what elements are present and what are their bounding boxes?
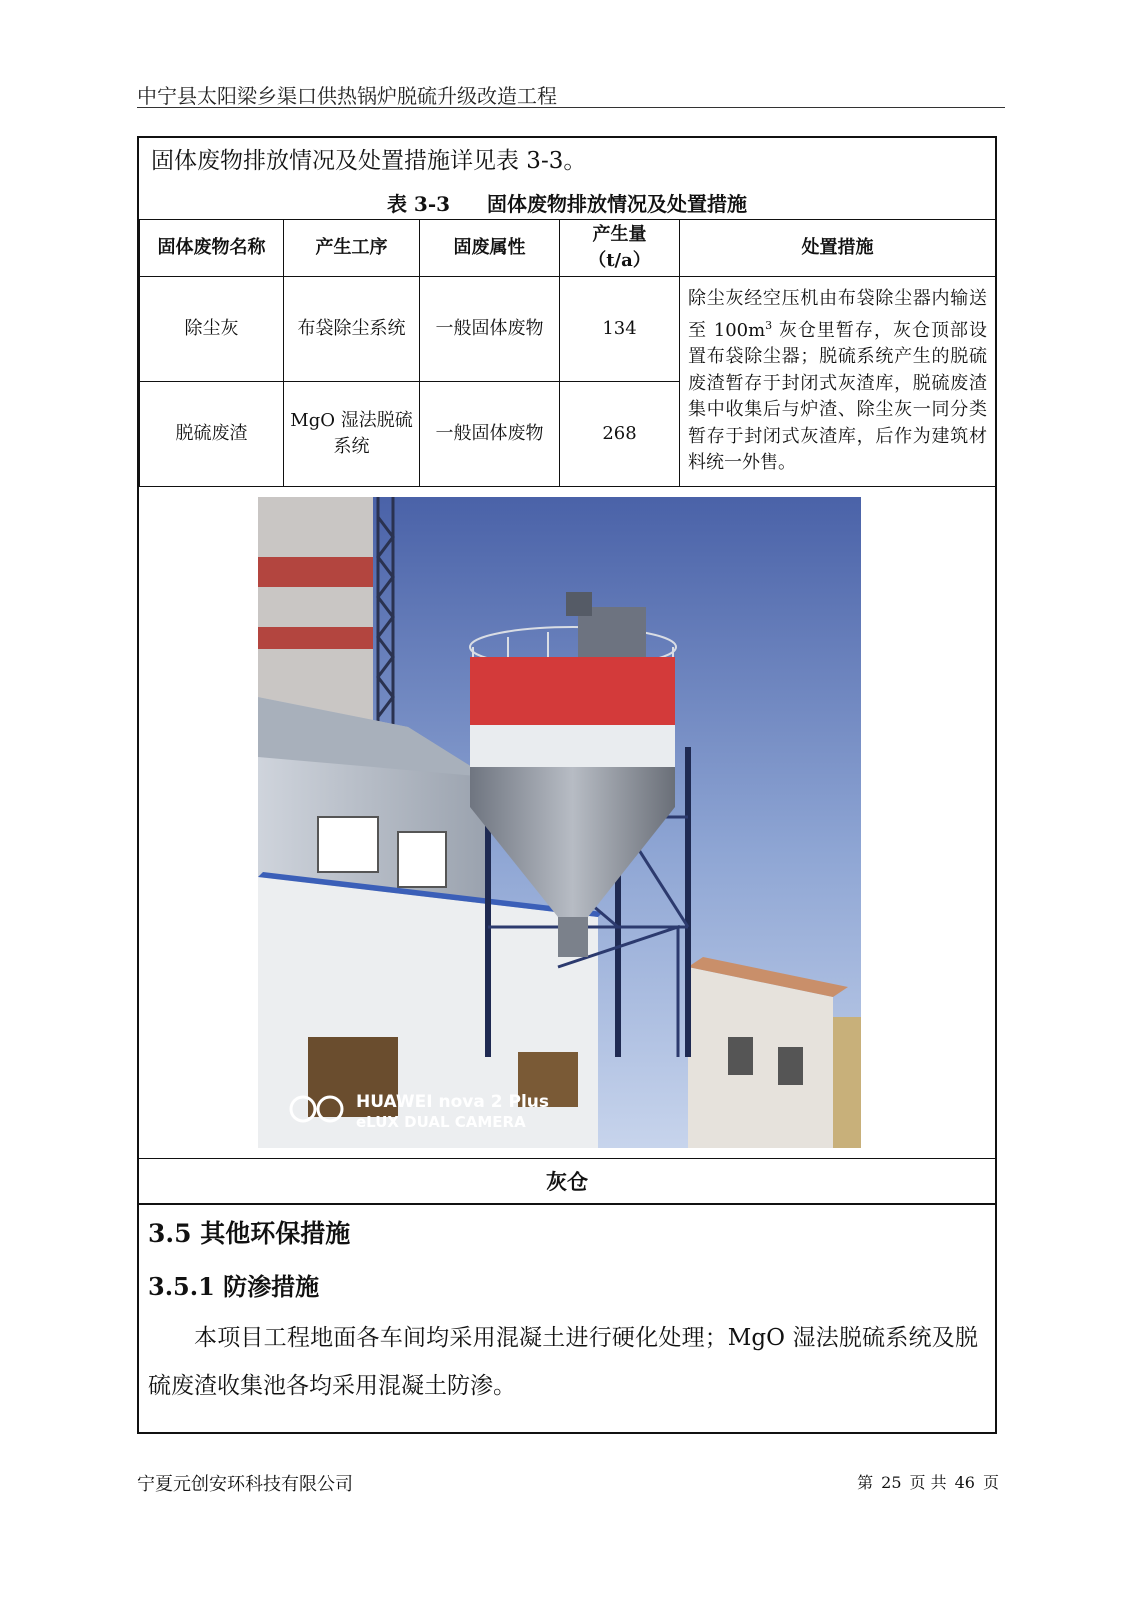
measures-text-2: 灰仓里暂存，灰仓顶部设置布袋除尘器；脱硫系统产生的脱硫废渣暂存于封闭式灰渣库，脱硫废渣集中收集后与炉渣、除尘灰一同分类暂存于封闭式灰渣库，后作为建筑材料统一外售。: [688, 319, 987, 474]
header-waste-name: 固体废物名称: [140, 220, 284, 277]
cell-waste-name: 除尘灰: [140, 277, 284, 382]
footer-page-number: [853, 1470, 1003, 1493]
cell-waste-name: 脱硫废渣: [140, 382, 284, 487]
page-mid: 页 共: [909, 1473, 947, 1492]
subsection-heading: 3.5.1 防渗措施: [148, 1272, 320, 1301]
body-paragraph: 本项目工程地面各车间均采用混凝土进行硬化处理；MgO 湿法脱硫系统及脱硫废渣收集池各均采用混凝土防渗。: [148, 1325, 978, 1399]
intro-text: 固体废物排放情况及处置措施详见表 3-3。: [151, 148, 587, 174]
solid-waste-table: [139, 219, 996, 487]
table-caption-number: 表 3-3: [386, 192, 451, 216]
cell-amount: 134: [560, 277, 680, 382]
table-caption: [139, 188, 995, 217]
section-divider: [139, 1203, 995, 1205]
footer-company: 宁夏元创安环科技有限公司: [137, 1474, 353, 1495]
cell-attribute: 一般固体废物: [420, 277, 560, 382]
cell-process: MgO 湿法脱硫系统: [284, 382, 420, 487]
cell-attribute: 一般固体废物: [420, 382, 560, 487]
cell-amount: 268: [560, 382, 680, 487]
watermark-line-1: HUAWEI nova 2 Plus: [356, 1092, 550, 1112]
page-suffix: 页: [982, 1473, 999, 1492]
measures-text-1: 除尘灰经空压机由布袋除尘器内输送至 100m: [688, 288, 987, 341]
photo-caption-divider: [139, 1158, 995, 1159]
cell-measures: [680, 277, 996, 487]
table-caption-title: 固体废物排放情况及处置措施: [487, 192, 748, 216]
page-current: 25: [881, 1473, 902, 1492]
header-amount-label: 产生量: [592, 224, 647, 245]
ash-silo-illustration: [258, 497, 861, 1148]
watermark-line-2: eLUX DUAL CAMERA: [356, 1113, 526, 1131]
measures-superscript: 3: [765, 318, 773, 332]
cell-process: 布袋除尘系统: [284, 277, 420, 382]
header-attribute: 固废属性: [420, 220, 560, 277]
content-frame: [137, 136, 997, 1434]
header-measures: 处置措施: [680, 220, 996, 277]
table-header-row: [140, 220, 996, 277]
photo-caption: 灰仓: [546, 1169, 588, 1194]
table-row: [140, 277, 996, 382]
page-total: 46: [954, 1473, 975, 1492]
ash-silo-photo: [258, 497, 861, 1148]
header-amount-unit: （t/a）: [588, 250, 651, 271]
header-amount: [560, 220, 680, 277]
section-heading: 3.5 其他环保措施: [148, 1219, 351, 1248]
running-header-title: 中宁县太阳梁乡渠口供热锅炉脱硫升级改造工程: [137, 84, 557, 108]
header-divider: [137, 107, 1005, 108]
header-process: 产生工序: [284, 220, 420, 277]
page-prefix: 第: [857, 1473, 874, 1492]
